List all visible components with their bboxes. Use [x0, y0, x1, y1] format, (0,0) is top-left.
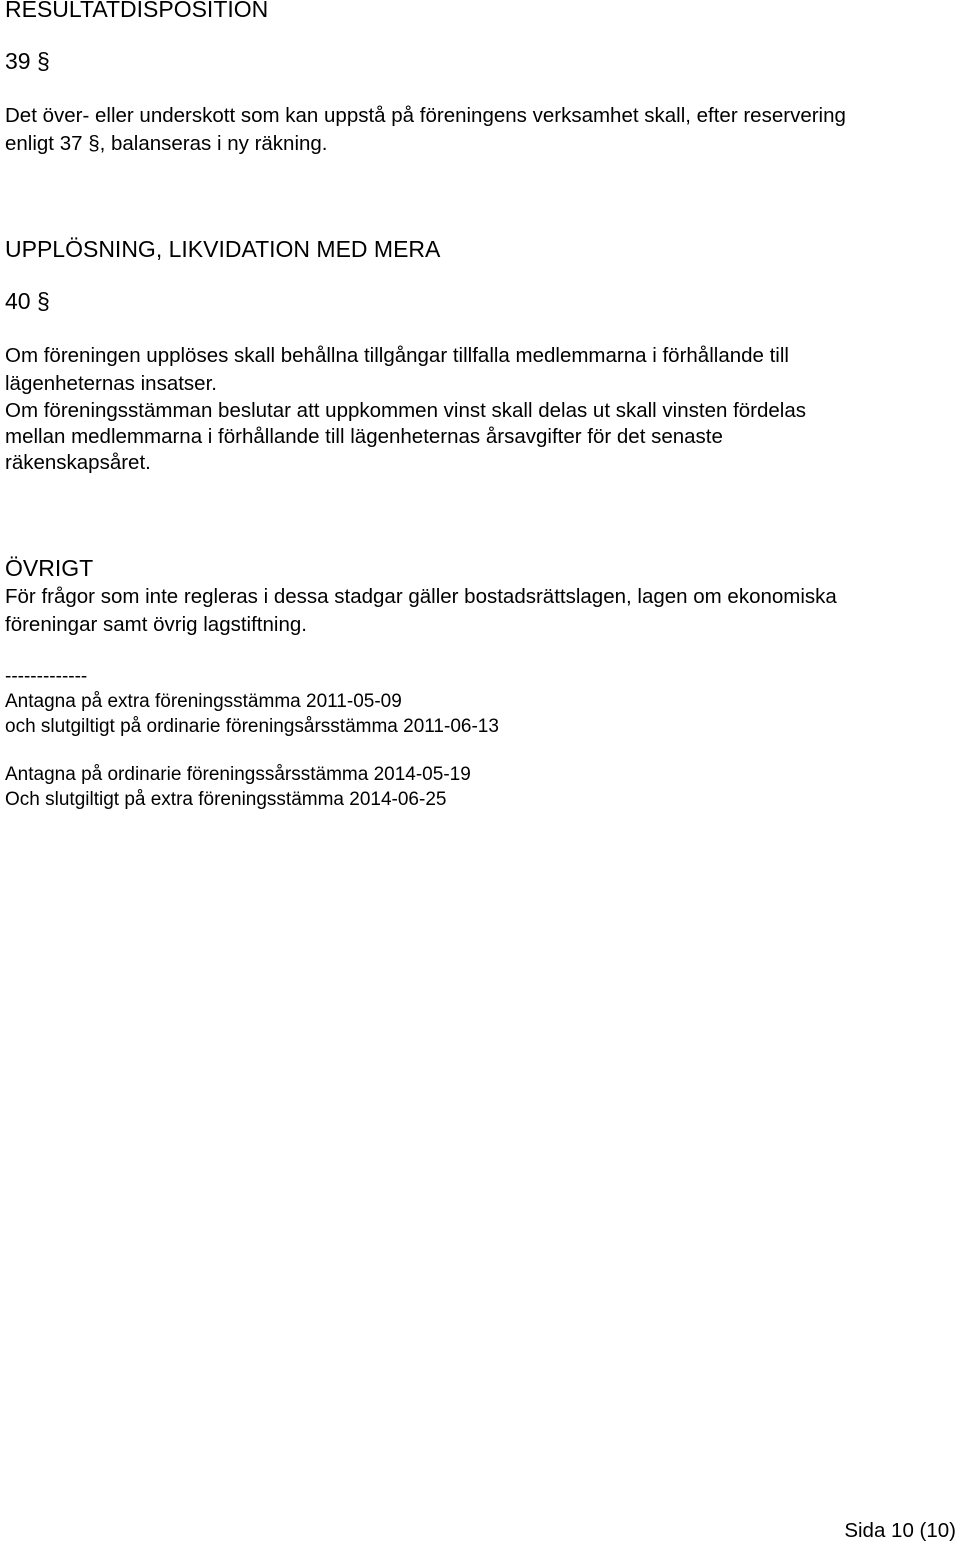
paragraph-text-line: Om föreningsstämman beslutar att uppkommen vinst skall delas ut skall vinsten fördelas [5, 399, 807, 422]
paragraph-text-line: föreningar samt övrig lagstiftning. [5, 613, 307, 636]
paragraph-text-line: enligt 37 §, balanseras i ny räkning. [5, 132, 328, 155]
paragraph-text-line: mellan medlemmarna i förhållande till lägenheternas årsavgifter för det senaste [5, 425, 723, 448]
paragraph-number-40: 40 § [5, 288, 50, 314]
paragraph-text-line: För frågor som inte regleras i dessa stadgar gäller bostadsrättslagen, lagen om ekonomiska [5, 585, 837, 608]
paragraph-text-line: Om föreningen upplöses skall behållna tillgångar tillfalla medlemmarna i förhållande till [5, 344, 789, 367]
section-heading-ovrigt: ÖVRIGT [5, 555, 94, 581]
section-heading-resultatdisposition: RESULTATDISPOSITION [5, 0, 269, 22]
separator-line: ------------- [5, 666, 88, 687]
paragraph-text-line: lägenheternas insatser. [5, 372, 217, 395]
paragraph-text-line: räkenskapsåret. [5, 451, 151, 474]
adoption-line: Antagna på extra föreningsstämma 2011-05-09 [5, 691, 402, 712]
adoption-line: och slutgiltigt på ordinarie föreningsårsstämma 2011-06-13 [5, 716, 499, 737]
paragraph-text-line: Det över- eller underskott som kan uppstå på föreningens verksamhet skall, efter reservering [5, 104, 846, 127]
section-heading-upplosning: UPPLÖSNING, LIKVIDATION MED MERA [5, 236, 441, 262]
adoption-line: Antagna på ordinarie föreningssårsstämma 2014-05-19 [5, 764, 471, 785]
paragraph-number-39: 39 § [5, 48, 50, 74]
adoption-line: Och slutgiltigt på extra föreningsstämma 2014-06-25 [5, 789, 447, 810]
page-number: Sida 10 (10) [844, 1519, 956, 1542]
